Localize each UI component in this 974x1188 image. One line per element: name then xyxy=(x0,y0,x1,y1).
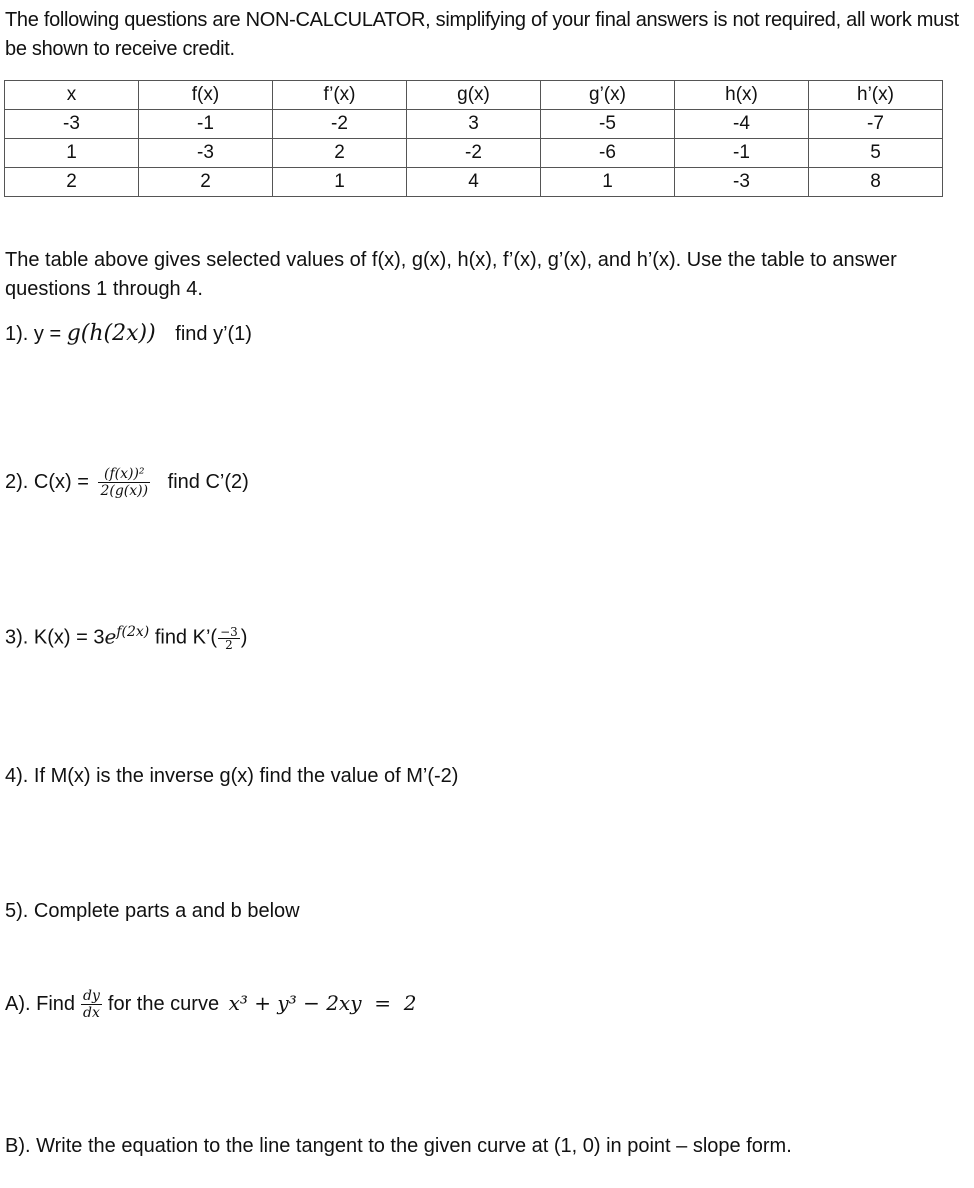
curve-equation: x³ + y³ − 2xy = 2 xyxy=(228,990,417,1015)
table-row xyxy=(5,139,943,168)
column-header: h’(x) xyxy=(809,81,943,110)
question-3 xyxy=(5,618,247,652)
table-cell: -2 xyxy=(273,110,407,139)
question-2 xyxy=(5,466,249,499)
q1-label: 1). y = xyxy=(5,323,67,345)
table-cell: -3 xyxy=(675,168,809,197)
q3-frac-denominator: 2 xyxy=(225,637,233,652)
column-header: f’(x) xyxy=(273,81,407,110)
derivative-denominator: dx xyxy=(83,1005,100,1021)
table-cell: -1 xyxy=(139,110,273,139)
q2-numerator: (f(x))² xyxy=(98,466,150,483)
table-cell: 1 xyxy=(5,139,139,168)
q1-expression: g(h(2x)) xyxy=(66,321,156,346)
column-header: g’(x) xyxy=(541,81,675,110)
q3-close-paren: ) xyxy=(240,626,248,649)
table-cell: 5 xyxy=(809,139,943,168)
table-cell: -6 xyxy=(541,139,675,168)
q2-task: find C’(2) xyxy=(167,470,249,493)
column-header: x xyxy=(5,81,139,110)
q1-task: find y’(1) xyxy=(175,323,252,345)
table-row xyxy=(5,110,943,139)
table-cell: -2 xyxy=(407,139,541,168)
table-cell: 1 xyxy=(541,168,675,197)
table-cell: 3 xyxy=(407,110,541,139)
intro-paragraph: The table above gives selected values of f(x), g(x), h(x), f’(x), g’(x), and h’(x). Use the table to answer questions 1 through 4. xyxy=(5,249,897,300)
table-cell: -5 xyxy=(541,110,675,139)
question-5: 5). Complete parts a and b below xyxy=(5,900,300,922)
question-4: 4). If M(x) is the inverse g(x) find the value of M’(-2) xyxy=(5,765,459,787)
column-header: h(x) xyxy=(675,81,809,110)
table-cell: -7 xyxy=(809,110,943,139)
table-header-row xyxy=(5,81,943,110)
part-a-label: A). Find xyxy=(5,992,76,1015)
part-a-middle: for the curve xyxy=(107,992,220,1015)
q2-fraction xyxy=(98,466,150,499)
q3-exponent: f(2x) xyxy=(116,624,150,640)
column-header: g(x) xyxy=(407,81,541,110)
table-cell: 2 xyxy=(273,139,407,168)
table-cell: 2 xyxy=(5,168,139,197)
q3-label: 3). K(x) = 3 xyxy=(5,626,105,649)
derivative-fraction xyxy=(81,988,102,1021)
table-cell: 4 xyxy=(407,168,541,197)
table-cell: 1 xyxy=(273,168,407,197)
part-b: B). Write the equation to the line tangent to the given curve at (1, 0) in point – slope form. xyxy=(5,1135,792,1157)
column-header: f(x) xyxy=(139,81,273,110)
table-cell: 2 xyxy=(139,168,273,197)
q3-base: e xyxy=(104,624,117,649)
table-cell: 8 xyxy=(809,168,943,197)
question-1 xyxy=(5,320,252,348)
table-cell: -3 xyxy=(139,139,273,168)
table-cell: -1 xyxy=(675,139,809,168)
q3-frac-numerator: −3 xyxy=(220,624,238,639)
table-row xyxy=(5,168,943,197)
q3-task: find K’( xyxy=(154,626,218,649)
q2-denominator: 2(g(x)) xyxy=(100,483,149,499)
values-table xyxy=(4,80,943,197)
table-cell: -4 xyxy=(675,110,809,139)
derivative-numerator: dy xyxy=(83,988,100,1004)
instructions-header: The following questions are NON-CALCULATOR, simplifying of your final answers is not required, all work must be shown to receive credit. xyxy=(5,9,959,60)
q3-fraction xyxy=(218,626,240,651)
q2-label: 2). C(x) = xyxy=(5,470,95,493)
part-a xyxy=(5,988,416,1021)
table-cell: -3 xyxy=(5,110,139,139)
